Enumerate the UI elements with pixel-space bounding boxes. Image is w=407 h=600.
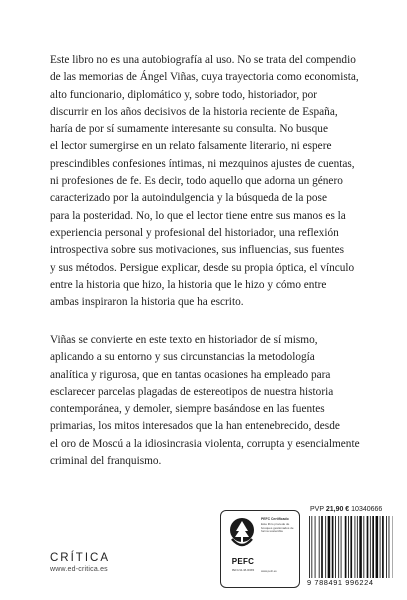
pefc-code: PEFC/14-38-00083: [231, 569, 255, 572]
publisher-url[interactable]: www.ed-critica.es: [50, 566, 108, 573]
blurb-paragraph-2: [50, 332, 370, 470]
blurb-line: el lector sumergirse en un relato falsamente literario, ni espere: [50, 140, 332, 153]
blurb-line: de las memorias de Ángel Viñas, cuya trayectoria como economista,: [50, 71, 359, 84]
reference-number: 10340666: [351, 506, 383, 513]
pefc-tree-icon: [229, 517, 255, 553]
blurb-line: entre la historia que hizo, la historia que le hizo y cómo entre: [50, 278, 327, 291]
ean-number: 9 788491 996224: [307, 578, 374, 587]
blurb-line: contemporánea, y demoler, siempre basándose en las fuentes: [50, 403, 325, 416]
blurb-line: criminal del franquismo.: [50, 455, 162, 468]
blurb-line: introspectiva sobre sus motivaciones, sus influencias, sus fuentes: [50, 244, 344, 257]
blurb-line: discurrir en los años decisivos de la historia reciente de España,: [50, 105, 338, 118]
barcode-block: [307, 506, 399, 587]
publisher-block: [50, 552, 110, 573]
blurb-paragraph-1: [50, 52, 370, 311]
blurb-line: Este libro no es una autobiografía al uso. No se trata del compendio: [50, 54, 356, 66]
blurb-line: haría de por sí sumamente interesante su consulta. No busque: [50, 123, 328, 136]
pefc-brand: PEFC: [231, 557, 255, 566]
publisher-logo: CRÍTICA: [50, 552, 110, 564]
price-value: 21,90 €: [325, 506, 350, 513]
blurb-line: alto funcionario, diplomático y, sobre todo, historiador, por: [50, 88, 318, 101]
price-line: [310, 506, 399, 513]
blurb-line: primarias, los mitos interesados que la han entenebrecido, desde: [50, 420, 340, 433]
blurb-line: ni profesiones de fe. Es decir, todo aquello que adorna un género: [50, 175, 343, 188]
pefc-description: Este libro procede de bosques gestionados de forma sostenible: [261, 522, 294, 534]
blurb-line: Viñas se convierte en este texto en historiador de sí mismo,: [50, 334, 318, 346]
pefc-url: www.pefc.es: [261, 569, 277, 573]
blurb-line: ambas inspiraron la historia que ha escrito.: [50, 296, 244, 309]
pefc-heading: PEFC Certificado: [261, 517, 289, 521]
pvp-label: PVP: [310, 506, 324, 513]
blurb-line: para la posteridad. No, lo que el lector tiene entre sus manos es la: [50, 209, 346, 222]
blurb-line: el oro de Moscú a la idiosincrasia violenta, corrupta y esencialmente: [50, 437, 360, 450]
blurb-line: esclarecer parcelas plagadas de estereotipos de nuestra historia: [50, 385, 334, 398]
blurb-line: analítica y rigurosa, que en tantas ocasiones ha empleado para: [50, 368, 331, 381]
blurb-line: y sus métodos. Persigue explicar, desde su propia óptica, el vínculo: [50, 261, 355, 274]
barcode-image: [307, 516, 393, 578]
blurb-line: caracterizado por la autoindulgencia y la búsqueda de la pose: [50, 192, 327, 205]
pefc-certification-label: [220, 510, 300, 588]
blurb-line: prescindibles confesiones íntimas, ni mezquinos ajustes de cuentas,: [50, 157, 355, 170]
blurb-line: aplicando a su entorno y sus circunstancias la metodología: [50, 351, 315, 364]
blurb-line: experiencia personal y profesional del historiador, una reflexión: [50, 226, 339, 239]
